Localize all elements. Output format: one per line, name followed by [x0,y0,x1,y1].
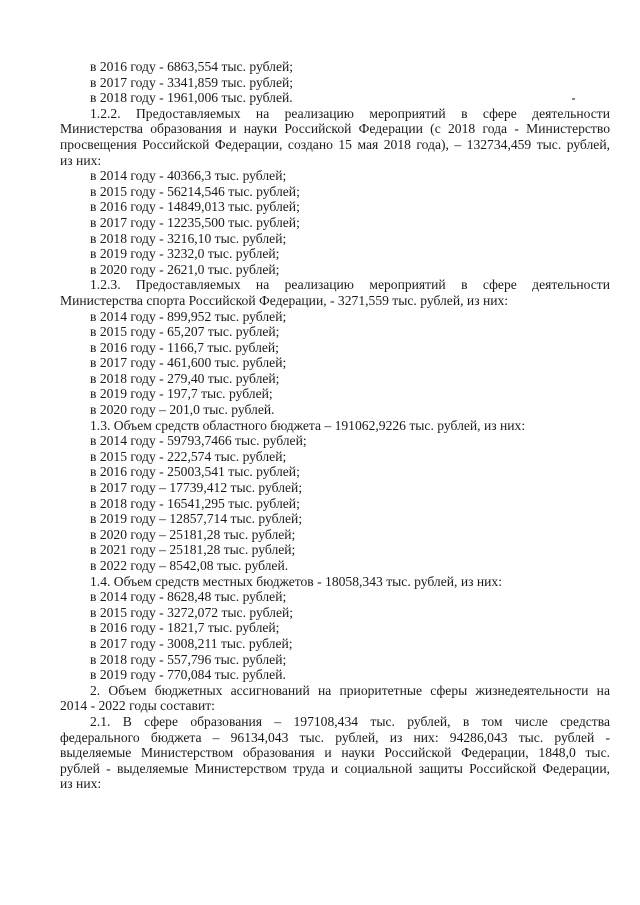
text-line: в 2019 году - 3232,0 тыс. рублей; [90,246,280,262]
text-line: рублей - выделяемые Министерством труда и социальной защиты Российской Федерации, [60,760,610,776]
text-line: из них: [60,152,102,168]
text-line: в 2019 году - 197,7 тыс. рублей; [90,386,273,402]
text-line: в 2018 году - 16541,295 тыс. рублей; [90,495,300,511]
text-line: в 2016 году - 1821,7 тыс. рублей; [90,620,280,636]
text-line: в 2017 году - 3008,211 тыс. рублей; [90,635,293,651]
scan-speck [572,98,575,100]
text-line: в 2015 году - 3272,072 тыс. рублей; [90,604,294,620]
text-line: в 2019 году - 770,084 тыс. рублей. [90,667,286,683]
text-line: в 2014 году - 8628,48 тыс. рублей; [90,589,287,605]
text-line: просвещения Российской Федерации, создано 15 мая 2018 года), – 132734,459 тыс. рублей, [60,136,610,152]
text-line: в 2020 году - 2621,0 тыс. рублей; [90,261,280,277]
text-line: в 2016 году - 1166,7 тыс. рублей; [90,339,279,355]
text-line: в 2019 году – 12857,714 тыс. рублей; [90,511,303,527]
text-line: Министерства образования и науки Российской Федерации (с 2018 года - Министерство [60,121,610,137]
text-line: в 2017 году – 17739,412 тыс. рублей; [90,480,303,496]
text-line: в 2015 году - 222,574 тыс. рублей; [90,448,287,464]
text-line: 1.2.2. Предоставляемых на реализацию мероприятий в сфере деятельности [90,105,610,121]
text-line: 1.3. Объем средств областного бюджета – 191062,9226 тыс. рублей, из них: [90,417,526,433]
text-line: 1.4. Объем средств местных бюджетов - 18058,343 тыс. рублей, из них: [90,573,502,589]
text-line: в 2015 году - 65,207 тыс. рублей; [90,324,280,340]
document-text [60,59,610,792]
text-line: в 2016 году - 14849,013 тыс. рублей; [90,199,300,215]
text-line: 2.1. В сфере образования – 197108,434 тыс. рублей, в том числе средства [90,713,610,729]
text-line: федерального бюджета – 96134,043 тыс. рублей, из них: 94286,043 тыс. рублей - [60,729,610,745]
text-line: в 2017 году - 3341,859 тыс. рублей; [90,74,294,90]
text-line: в 2022 году – 8542,08 тыс. рублей. [90,558,289,573]
text-line: в 2016 году - 25003,541 тыс. рублей; [90,464,300,480]
text-line: в 2018 году - 1961,006 тыс. рублей. [90,90,293,106]
text-line: в 2014 году - 40366,3 тыс. рублей; [90,168,287,184]
text-line: выделяемые Министерством образования и науки Российской Федерации, 1848,0 тыс. [60,745,610,761]
text-line: 1.2.3. Предоставляемых на реализацию мероприятий в сфере деятельности [90,277,610,293]
text-line: 2. Объем бюджетных ассигнований на приоритетные сферы жизнедеятельности на [90,682,610,698]
text-line: в 2018 году - 279,40 тыс. рублей; [90,370,280,386]
text-line: в 2018 году - 557,796 тыс. рублей; [90,651,287,667]
text-line: в 2020 году – 201,0 тыс. рублей. [90,402,275,418]
text-line: в 2014 году - 59793,7466 тыс. рублей; [90,433,307,449]
text-line: в 2020 году – 25181,28 тыс. рублей; [90,526,296,542]
text-line: 2014 - 2022 годы составит: [60,698,215,714]
text-line: в 2016 году - 6863,554 тыс. рублей; [90,59,294,74]
text-line: в 2014 году - 899,952 тыс. рублей; [90,308,287,324]
text-line: в 2017 году - 461,600 тыс. рублей; [90,355,287,371]
text-line: в 2021 году – 25181,28 тыс. рублей; [90,542,296,558]
text-line: в 2017 году - 12235,500 тыс. рублей; [90,214,300,230]
text-line: в 2015 году - 56214,546 тыс. рублей; [90,183,300,199]
text-line: Министерства спорта Российской Федерации, - 3271,559 тыс. рублей, из них: [60,292,509,308]
text-line: из них: [60,776,102,792]
text-line: в 2018 году - 3216,10 тыс. рублей; [90,230,287,246]
